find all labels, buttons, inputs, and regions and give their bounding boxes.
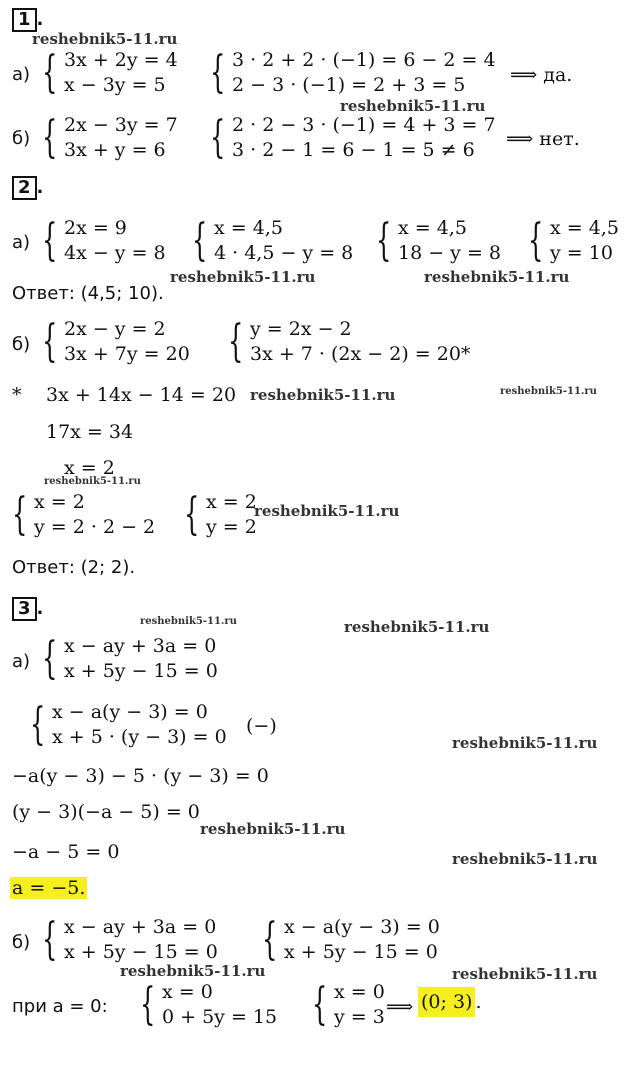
p1-b-label: б) [12,128,31,149]
problem-3-number: 3 . [12,597,43,621]
watermark: reshebnik5-11.ru [344,618,490,636]
p2-b-system-3: { x = 2 y = 2 · 2 − 2 [12,489,156,540]
p3-b-result: (0; 3) . [418,990,482,1014]
p1-b-check: { 2 · 2 − 3 · (−1) = 4 + 3 = 7 3 · 2 − 1 = 6 − 1 = 5 ≠ 6 [210,112,496,163]
brace-icon: { [192,215,208,266]
p2-a-system-4: { x = 4,5 y = 10 [528,215,619,266]
watermark: reshebnik5-11.ru [32,30,178,48]
p3-a-line-2: (y − 3)(−a − 5) = 0 [12,801,200,823]
problem-1-number: 1 . [12,8,43,32]
brace-icon: { [210,47,226,98]
brace-icon: { [42,914,58,965]
p2-a-system-2: { x = 4,5 4 · 4,5 − y = 8 [192,215,354,266]
p3-b-system-4: { x = 0 y = 3 [312,979,385,1030]
p2-b-label: б) [12,334,31,355]
brace-icon: { [42,112,58,163]
p2-a-answer: Ответ: (4,5; 10). [12,283,164,304]
brace-icon: { [42,633,58,684]
brace-icon: { [42,215,58,266]
brace-icon: { [140,979,156,1030]
brace-icon: { [42,316,58,367]
p1-a-check: { 3 · 2 + 2 · (−1) = 6 − 2 = 4 2 − 3 · (−1) = 2 + 3 = 5 [210,47,496,98]
p1-a-conclusion: ⟹ да. [510,64,573,86]
p1-a-label: а) [12,64,31,85]
p3-b-system-2: { x − a(y − 3) = 0 x + 5y − 15 = 0 [262,914,440,965]
p3-b-arrow: ⟹ [386,996,414,1018]
p2-b-star: * [12,384,22,406]
p3-b-system-1: { x − ay + 3a = 0 x + 5y − 15 = 0 [42,914,218,965]
brace-icon: { [42,47,58,98]
p3-a-system-1: { x − ay + 3a = 0 x + 5y − 15 = 0 [42,633,218,684]
problem-2-number: 2 . [12,176,43,200]
watermark: reshebnik5-11.ru [140,616,237,627]
p2-b-answer: Ответ: (2; 2). [12,557,136,578]
p3-a-line-3: −a − 5 = 0 [12,841,120,863]
p2-b-system-2: { y = 2x − 2 3x + 7 · (2x − 2) = 20* [228,316,471,367]
watermark: reshebnik5-11.ru [340,97,486,115]
watermark: reshebnik5-11.ru [44,476,141,487]
brace-icon: { [12,489,28,540]
brace-icon: { [210,112,226,163]
p3-a-system-2: { x − a(y − 3) = 0 x + 5 · (y − 3) = 0 [30,699,227,750]
p1-a-system: { 3x + 2y = 4 x − 3y = 5 [42,47,178,98]
brace-icon: { [184,489,200,540]
p2-b-line-3: x = 2 [64,457,115,479]
brace-icon: { [228,316,244,367]
p3-b-system-3: { x = 0 0 + 5y = 15 [140,979,278,1030]
brace-icon: { [376,215,392,266]
p1-b-system: { 2x − 3y = 7 3x + y = 6 [42,112,178,163]
p2-b-line-1: 3x + 14x − 14 = 20 [46,384,237,406]
watermark: reshebnik5-11.ru [452,965,598,983]
brace-icon: { [30,699,46,750]
p2-b-system-4: { x = 2 y = 2 [184,489,257,540]
p2-a-system-1: { 2x = 9 4x − y = 8 [42,215,166,266]
watermark: reshebnik5-11.ru [120,962,266,980]
p2-a-label: а) [12,232,31,253]
p1-b-conclusion: ⟹ нет. [506,128,580,150]
p3-a-line-1: −a(y − 3) − 5 · (y − 3) = 0 [12,765,269,787]
watermark: reshebnik5-11.ru [452,850,598,868]
p3-a-minus: (−) [246,715,277,737]
p2-b-system-1: { 2x − y = 2 3x + 7y = 20 [42,316,190,367]
watermark: reshebnik5-11.ru [500,386,597,397]
watermark: reshebnik5-11.ru [452,734,598,752]
watermark: reshebnik5-11.ru [254,502,400,520]
p3-b-when: при a = 0: [12,996,108,1017]
brace-icon: { [312,979,328,1030]
watermark: reshebnik5-11.ru [250,386,396,404]
brace-icon: { [528,215,544,266]
p3-a-label: а) [12,651,31,672]
p2-b-line-2: 17x = 34 [46,421,134,443]
brace-icon: { [262,914,278,965]
watermark: reshebnik5-11.ru [200,820,346,838]
p3-a-result: a = −5. [12,877,86,899]
watermark: reshebnik5-11.ru [170,268,316,286]
watermark: reshebnik5-11.ru [424,268,570,286]
p2-a-system-3: { x = 4,5 18 − y = 8 [376,215,501,266]
p3-b-label: б) [12,932,31,953]
